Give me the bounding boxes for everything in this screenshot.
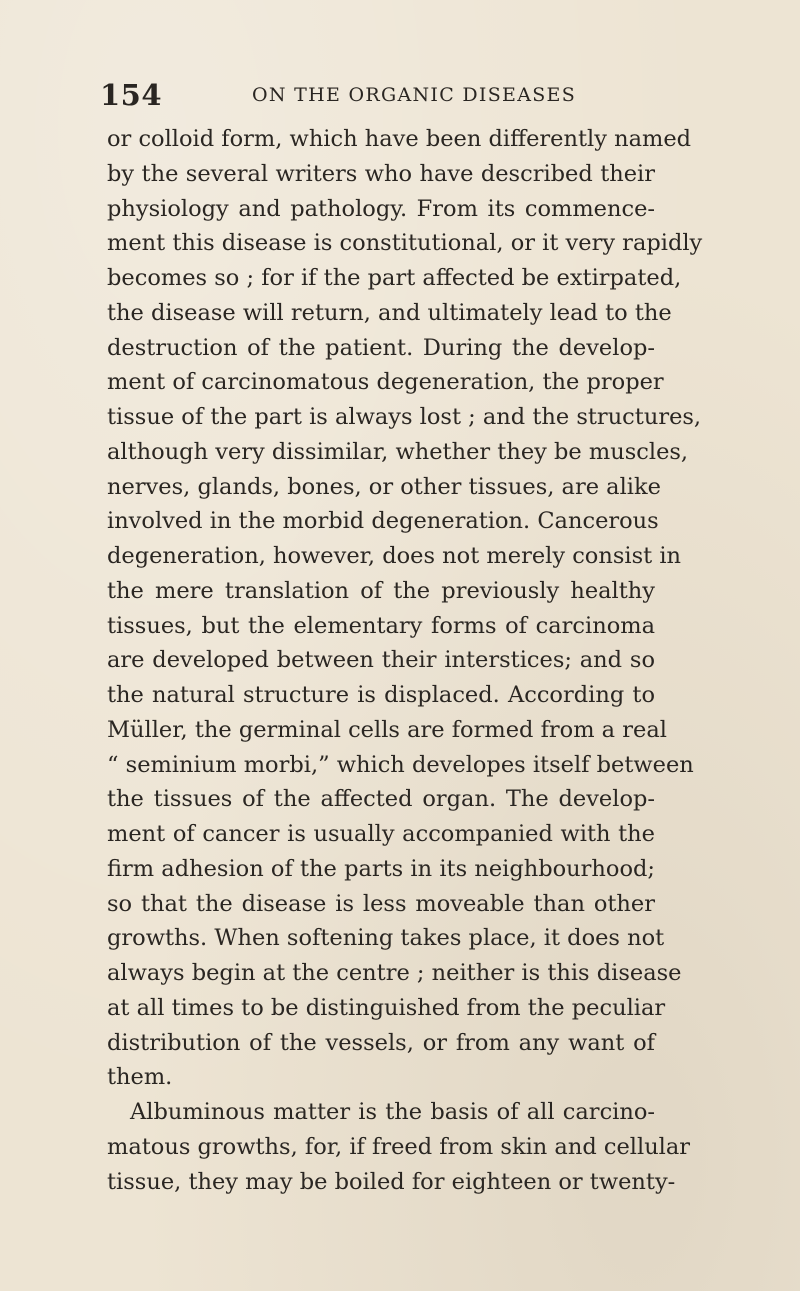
text-line: “ seminium morbi,” which developes itself between	[107, 751, 694, 778]
text-line: firm adhesion of the parts in its neighbourhood;	[107, 855, 655, 882]
text-line: tissues, but the elementary forms of carcinoma	[107, 612, 655, 639]
text-line: physiology and pathology. From its commence-	[107, 195, 655, 222]
text-line: the tissues of the affected organ. The develop-	[107, 786, 655, 813]
page-number: 154	[100, 78, 163, 112]
text-line: becomes so ; for if the part affected be extirpated,	[107, 265, 682, 291]
text-line: always begin at the centre ; neither is this disease	[107, 960, 682, 986]
text-line: matous growths, for, if freed from skin and cellular	[107, 1133, 691, 1160]
text-line: involved in the morbid degeneration. Cancerous	[107, 508, 659, 535]
text-line: Müller, the germinal cells are formed from a real	[107, 716, 667, 743]
text-line: destruction of the patient. During the develop-	[107, 334, 655, 361]
running-head-title: ON THE ORGANIC DISEASES	[252, 84, 577, 106]
text-line: ment of cancer is usually accompanied with the	[107, 821, 655, 847]
text-line: or colloid form, which have been differently named	[107, 126, 692, 152]
body-text	[107, 122, 703, 1199]
paragraph-end-line: them.	[107, 1064, 173, 1091]
text-line: ment of carcinomatous degeneration, the proper	[107, 369, 664, 396]
text-line: tissue, they may be boiled for eighteen or twenty-	[107, 1168, 676, 1195]
text-line: distribution of the vessels, or from any want of	[107, 1029, 655, 1056]
text-line: growths. When softening takes place, it does not	[107, 925, 665, 952]
paragraph-start-line: Albuminous matter is the basis of all carcino-	[130, 1099, 655, 1125]
text-line: tissue of the part is always lost ; and the structures,	[107, 404, 702, 430]
running-head	[100, 78, 655, 112]
text-line: by the several writers who have described their	[107, 160, 655, 187]
text-line: degeneration, however, does not merely consist in	[107, 543, 682, 569]
text-line: at all times to be distinguished from the peculiar	[107, 994, 666, 1021]
text-line: nerves, glands, bones, or other tissues, are alike	[107, 473, 661, 500]
text-line: are developed between their interstices; and so	[107, 647, 655, 674]
text-line: the disease will return, and ultimately lead to the	[107, 299, 672, 326]
text-line: the mere translation of the previously healthy	[107, 577, 655, 604]
text-line: so that the disease is less moveable than other	[107, 890, 655, 917]
text-line: the natural structure is displaced. According to	[107, 682, 655, 708]
text-line: although very dissimilar, whether they be muscles,	[107, 438, 689, 465]
text-line: ment this disease is constitutional, or it very rapidly	[107, 230, 703, 257]
